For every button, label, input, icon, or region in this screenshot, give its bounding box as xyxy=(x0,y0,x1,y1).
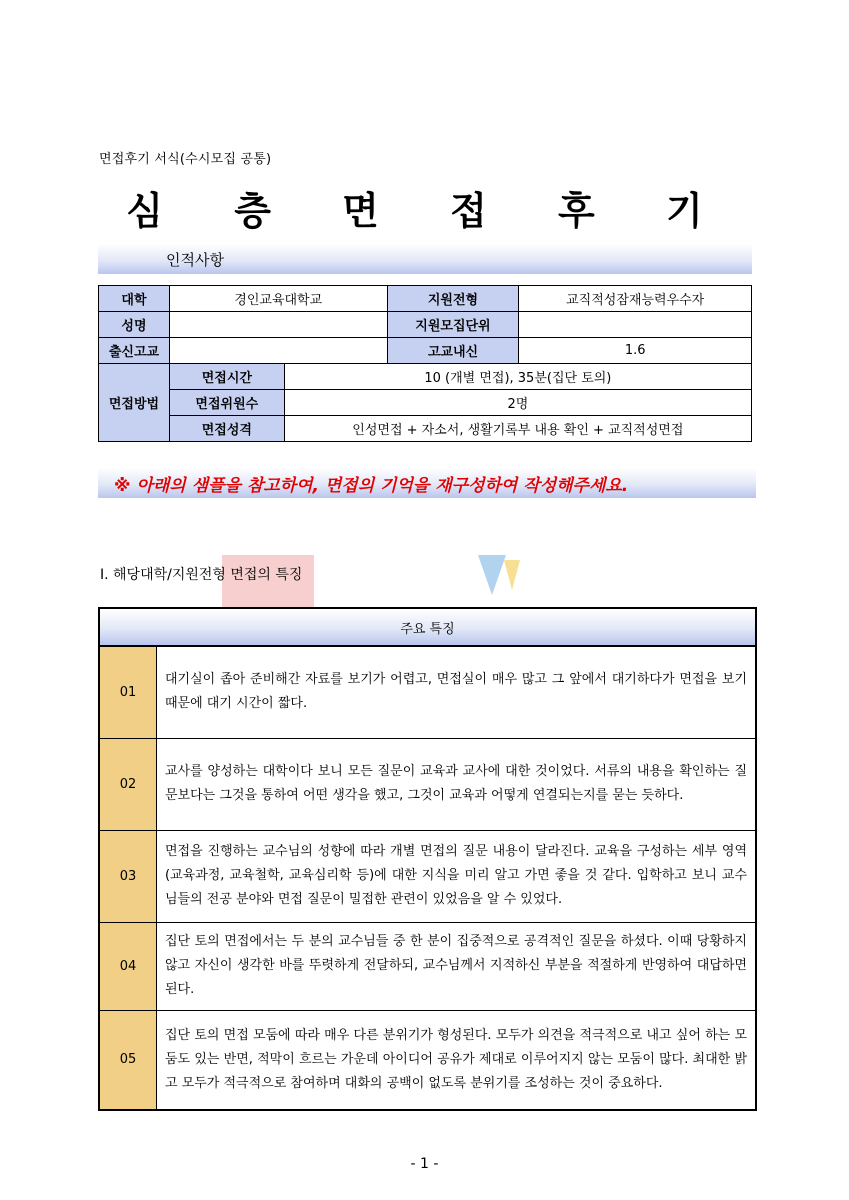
highschool-value[interactable] xyxy=(169,338,387,364)
gpa-value: 1.6 xyxy=(519,338,752,364)
table-row xyxy=(99,286,752,312)
table-row xyxy=(99,338,752,364)
feature-number: 01 xyxy=(99,646,157,738)
name-label: 성명 xyxy=(99,312,170,338)
feature-text: 면접을 진행하는 교수님의 성향에 따라 개별 면접의 질문 내용이 달라진다. 교육을 구성하는 세부 영역(교육과정, 교육철학, 교육심리학 등)에 대한 지식을 미리 알고 가면 좋을 것 같다. 입학하고 보니 교수님들의 전공 분야와 면접 질문이 밀접한 관련이 있었음을 알 수 있었다. xyxy=(157,830,757,922)
admission-type-value: 교직적성잠재능력우수자 xyxy=(519,286,752,312)
unit-label: 지원모집단위 xyxy=(387,312,519,338)
nature-label: 면접성격 xyxy=(169,416,284,442)
form-label: 면접후기 서식(수시모집 공통) xyxy=(99,152,272,167)
nature-value: 인성면접 + 자소서, 생활기록부 내용 확인 + 교직적성면접 xyxy=(284,416,751,442)
page-title: 심 층 면 접 후 기 xyxy=(126,189,723,233)
table-row xyxy=(99,830,756,922)
table-row xyxy=(99,390,752,416)
feature-text: 교사를 양성하는 대학이다 보니 모든 질문이 교육과 교사에 대한 것이었다. 서류의 내용을 확인하는 질문보다는 그것을 통하여 어떤 생각을 했고, 그것이 교육과 어떻게 연결되는지를 묻는 듯하다. xyxy=(157,738,757,830)
unit-value[interactable] xyxy=(519,312,752,338)
feature-number: 04 xyxy=(99,922,157,1010)
section-title-personal: 인적사항 xyxy=(166,251,224,269)
table-row xyxy=(99,1010,756,1110)
table-header-row xyxy=(99,608,756,646)
table-row xyxy=(99,312,752,338)
table-row xyxy=(99,738,756,830)
feature-number: 03 xyxy=(99,830,157,922)
university-value: 경인교육대학교 xyxy=(169,286,387,312)
notice-text: ※ 아래의 샘플을 참고하여, 면접의 기억을 재구성하여 작성해주세요. xyxy=(114,476,629,496)
feature-number: 02 xyxy=(99,738,157,830)
section-title-features: Ⅰ. 해당대학/지원전형 면접의 특징 xyxy=(100,567,303,583)
page-number: - 1 - xyxy=(410,1156,439,1172)
admission-type-label: 지원전형 xyxy=(387,286,519,312)
table-row xyxy=(99,646,756,738)
interviewers-value: 2명 xyxy=(284,390,751,416)
interviewers-label: 면접위원수 xyxy=(169,390,284,416)
table-row xyxy=(99,922,756,1010)
notice-bar xyxy=(98,468,756,498)
feature-text: 대기실이 좁아 준비해간 자료를 보기가 어렵고, 면접실이 매우 많고 그 앞에서 대기하다가 면접을 보기 때문에 대기 시간이 짧다. xyxy=(157,646,757,738)
feature-number: 05 xyxy=(99,1010,157,1110)
method-label: 면접방법 xyxy=(99,364,170,442)
university-label: 대학 xyxy=(99,286,170,312)
section-bar-personal xyxy=(98,244,752,274)
table-row xyxy=(99,416,752,442)
feature-text: 집단 토의 면접에서는 두 분의 교수님들 중 한 분이 집중적으로 공격적인 질문을 하셨다. 이때 당황하지 않고 자신이 생각한 바를 뚜렷하게 전달하되, 교수님께서 지적하신 부분을 적절하게 반영하여 대답하면 된다. xyxy=(157,922,757,1010)
personal-info-table xyxy=(98,285,752,442)
features-table xyxy=(98,607,757,1111)
watermark-logo-triangle xyxy=(504,560,520,590)
feature-text: 집단 토의 면접 모둠에 따라 매우 다른 분위기가 형성된다. 모두가 의견을 적극적으로 내고 싶어 하는 모둠도 있는 반면, 적막이 흐르는 가운데 아이디어 공유가 제대로 이루어지지 않는 모둠이 많다. 최대한 밝고 모두가 적극적으로 참여하며 대화의 공백이 없도록 분위기를 조성하는 것이 중요하다. xyxy=(157,1010,757,1110)
time-label: 면접시간 xyxy=(169,364,284,390)
watermark-logo-triangle xyxy=(478,555,506,595)
table-row xyxy=(99,364,752,390)
highschool-label: 출신고교 xyxy=(99,338,170,364)
gpa-label: 고교내신 xyxy=(387,338,519,364)
features-header: 주요 특징 xyxy=(99,608,756,646)
name-value[interactable] xyxy=(169,312,387,338)
time-value: 10 (개별 면접), 35분(집단 토의) xyxy=(284,364,751,390)
